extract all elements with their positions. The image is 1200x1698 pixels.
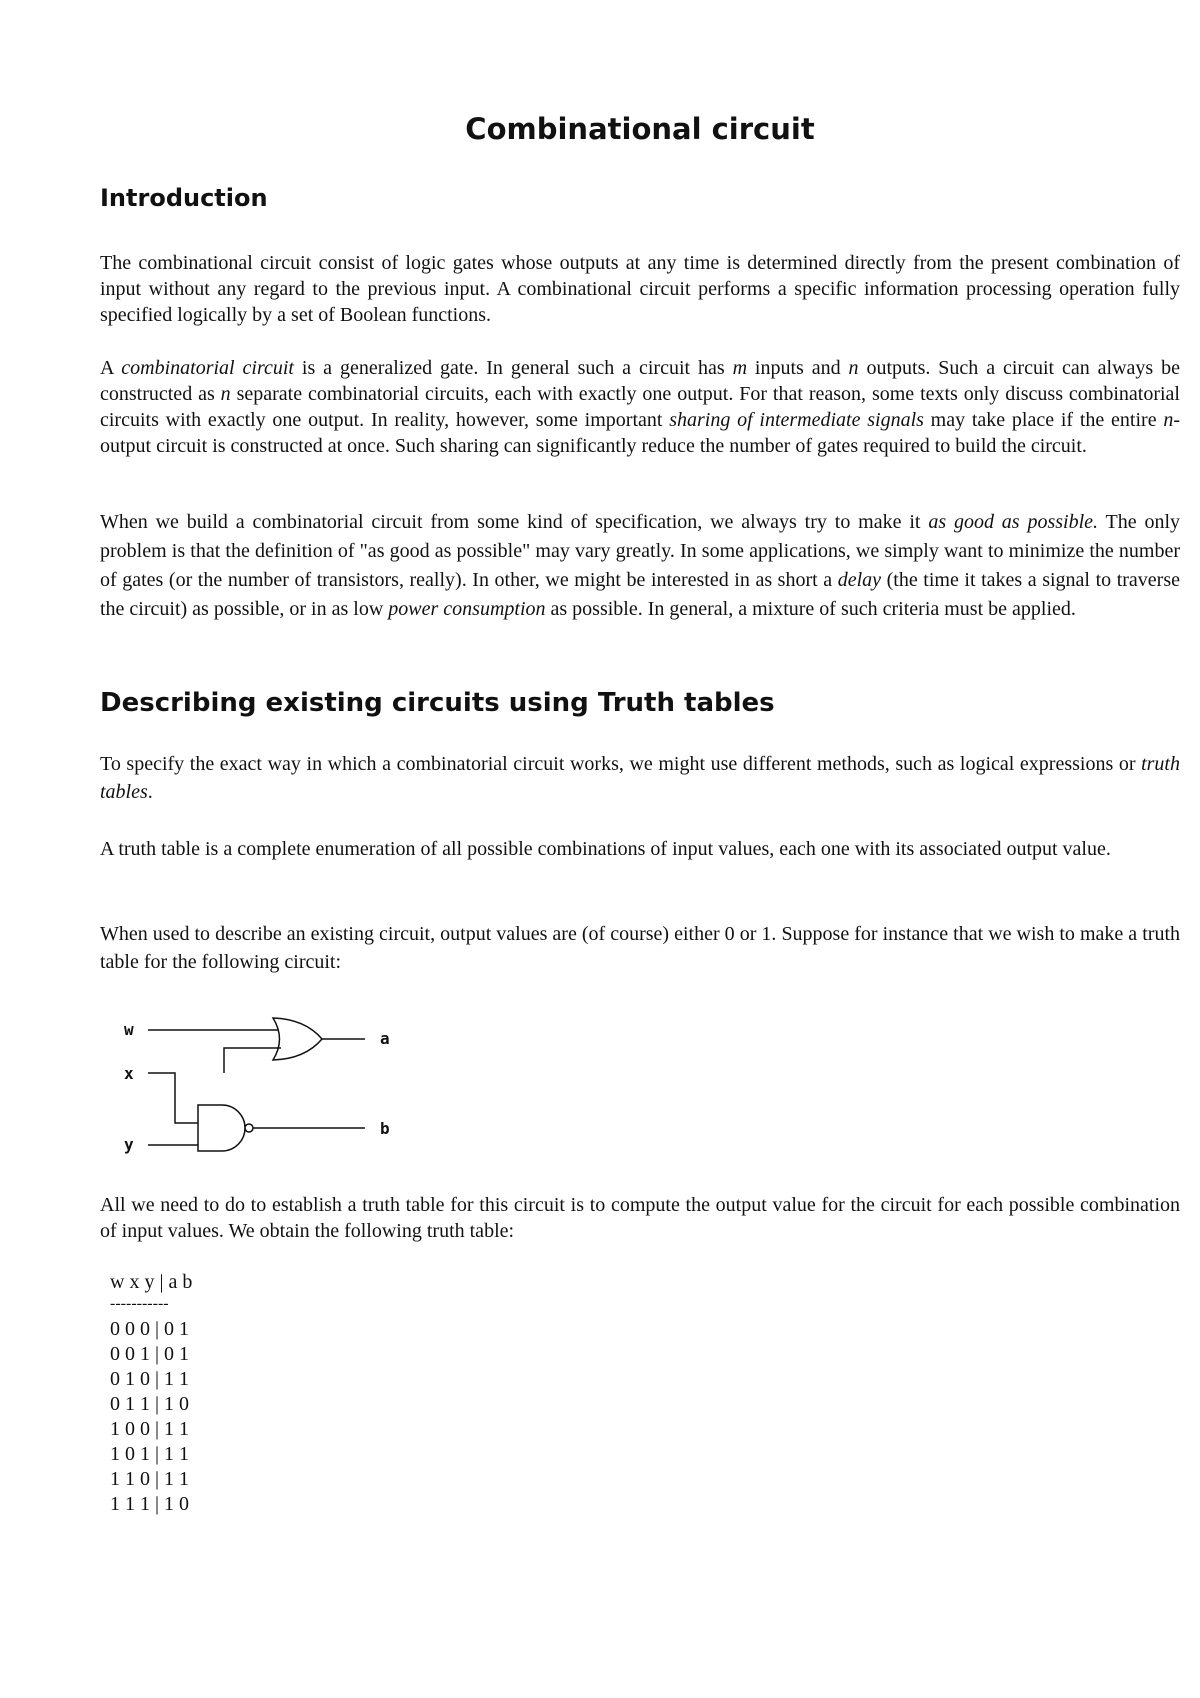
wire-x bbox=[148, 1073, 198, 1123]
truth-paragraph-2: A truth table is a complete enumeration of all possible combinations of input values, each one with its associated output value. bbox=[100, 838, 1111, 860]
label-w: w bbox=[124, 1020, 134, 1039]
truth-table-separator: ----------- bbox=[110, 1295, 169, 1312]
label-b: b bbox=[380, 1119, 390, 1138]
truth-table-header: w x y | a b bbox=[110, 1271, 193, 1293]
label-x: x bbox=[124, 1064, 134, 1083]
label-a: a bbox=[380, 1029, 390, 1048]
truth-table-row: 0 1 0 | 1 1 bbox=[110, 1368, 190, 1390]
truth-table-row: 1 1 1 | 1 0 bbox=[110, 1493, 190, 1515]
nand-gate bbox=[198, 1105, 245, 1151]
truth-table-row: 1 0 1 | 1 1 bbox=[110, 1443, 190, 1465]
intro-paragraph-3: When we build a combinatorial circuit from some kind of specification, we always try to make it as good as possible. The only problem is that the definition of "as good as possible" may vary greatly. In some applications, we simply want to minimize the number of gates (or the number of transistors, really). In other, we might be interested in as short a delay (the time it takes a signal to traverse the circuit) as possible, or in as low power consumption as possible. In general, a mixture of such criteria must be applied. bbox=[100, 511, 1181, 620]
truth-table-row: 0 0 0 | 0 1 bbox=[110, 1318, 190, 1340]
page-title: Combinational circuit bbox=[465, 112, 815, 146]
truth-paragraph-1: To specify the exact way in which a combinatorial circuit works, we might use different methods, such as logical expressions or truth tables. bbox=[100, 753, 1180, 803]
label-y: y bbox=[124, 1135, 134, 1154]
truth-table-row: 1 1 0 | 1 1 bbox=[110, 1468, 190, 1490]
truth-paragraph-4: All we need to do to establish a truth table for this circuit is to compute the output value for the circuit for each possible combination of input values. We obtain the following truth table: bbox=[100, 1194, 1180, 1242]
or-gate bbox=[273, 1018, 322, 1060]
truth-table-row: 1 0 0 | 1 1 bbox=[110, 1418, 190, 1440]
truth-table-row: 0 0 1 | 0 1 bbox=[110, 1343, 190, 1365]
truth-tables-heading: Describing existing circuits using Truth tables bbox=[100, 688, 775, 718]
intro-paragraph-1: The combinational circuit consist of logic gates whose outputs at any time is determined directly from the present combination of input without any regard to the previous input. A combinational circuit performs a specific information processing operation fully specified logically by a set of Boolean functions. bbox=[100, 252, 1180, 326]
introduction-heading: Introduction bbox=[100, 184, 268, 212]
nand-bubble bbox=[245, 1124, 253, 1132]
truth-table bbox=[110, 1270, 192, 1517]
truth-paragraph-3: When used to describe an existing circuit, output values are (of course) either 0 or 1. Suppose for instance that we wish to make a truth table for the following circuit: bbox=[100, 923, 1180, 973]
intro-paragraph-2: A combinatorial circuit is a generalized gate. In general such a circuit has m inputs and n outputs. Such a circuit can always be constructed as n separate combinatorial circuits, each with exactly one output. For that reason, some texts only discuss combinatorial circuits with exactly one output. In reality, however, some important sharing of intermediate signals may take place if the entire n-output circuit is constructed at once. Such sharing can significantly reduce the number of gates required to build the circuit. bbox=[100, 357, 1180, 457]
logic-circuit-diagram bbox=[100, 1005, 430, 1155]
truth-table-row: 0 1 1 | 1 0 bbox=[110, 1393, 190, 1415]
